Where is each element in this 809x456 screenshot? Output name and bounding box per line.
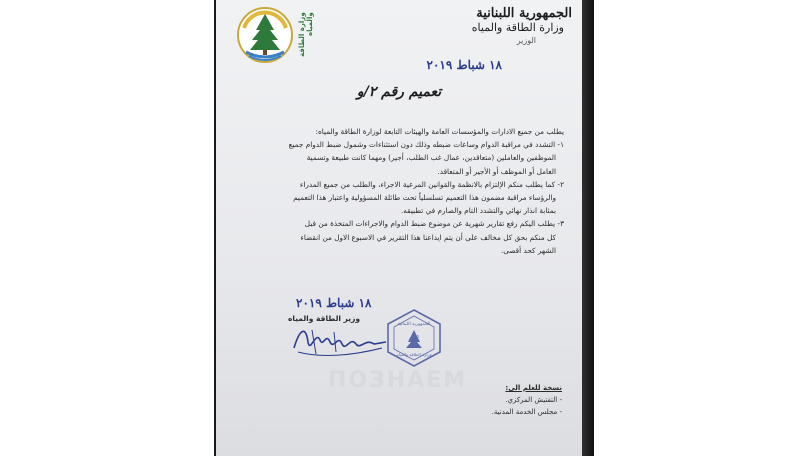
signature-icon [290,318,390,362]
stamp-text-mid: الوزير [409,334,419,339]
document-page [216,0,582,456]
body-item2-line2: والرؤساء مراقبة مضمون هذا التعميم تسلسلياً تحت طائلة المسؤولية واعتبار هذا التعميم [293,193,556,203]
letterhead-role: الوزير [516,36,536,45]
circular-body [234,126,564,258]
body-item1-line1: ١- التشدد في مراقبة الدوام وساعات ضبطه وذلك دون استثناءات وشمول ضبط الدوام جميع [288,140,564,150]
letterhead [472,6,572,47]
letterhead-republic: الجمهورية اللبنانية [476,6,572,21]
body-item1-line2: الموظفين والعاملين (متعاقدين، عمال غب الطلب، أجير) ومهما كانت طبيعة وتسمية [306,153,556,163]
body-item3-line2: كل منكم بحق كل مخالف على أن يتم ايداعنا هذا التقرير في الاسبوع الاول من انقضاء [300,232,556,242]
stamp-text-top: الجمهورية اللبنانية [397,322,431,327]
body-item2-line1: ٢- كما يطلب منكم الإلتزام بالانظمة والقوانين المرعية الاجراء، والطلب من جميع المدراء [299,179,564,189]
copy-to-item-central-inspection: - التفتيش المركزي. [505,396,562,404]
official-stamp-icon [384,308,444,368]
body-item3-line1: ٣- يطلب اليكم رفع تقارير شهرية عن موضوع ضبط الدوام والاجراءات المتخذة من قبل [304,219,564,229]
logo-ministry-name: وزارة الطاقة والمياه [298,12,314,57]
ministry-logo-icon [236,6,294,64]
copy-to-heading: نسخة للعلم الى: [505,384,562,392]
circular-title: تعميم رقم ٢/و [356,84,442,100]
body-item3-line3: الشهر كحد أقصى. [500,245,556,255]
letterhead-ministry: وزارة الطاقة والمياه [471,21,564,34]
body-item1-line3: العامل أو الموظف أو الأجير أو المتعاقد. [437,166,556,176]
copy-to-item-civil-service: - مجلس الخدمة المدنية. [491,408,562,416]
date-top: ١٨ شباط ٢٠١٩ [426,58,502,72]
body-intro: يطلب من جميع الادارات والمؤسسات العامة والهيئات التابعة لوزارة الطاقة والمياه: [315,127,564,136]
date-bottom: ١٨ شباط ٢٠١٩ [296,296,372,310]
minister-title: وزير الطاقة والمياه [288,314,361,323]
watermark: ПОЗНАЕМ [328,368,468,393]
stamp-text-bottom: وزارة الطاقة والمياه [396,352,432,357]
copy-to-block [492,382,562,418]
body-item2-line3: بمثابة انذار نهائي والتشدد التام والصارم في تطبيقه. [400,206,556,216]
